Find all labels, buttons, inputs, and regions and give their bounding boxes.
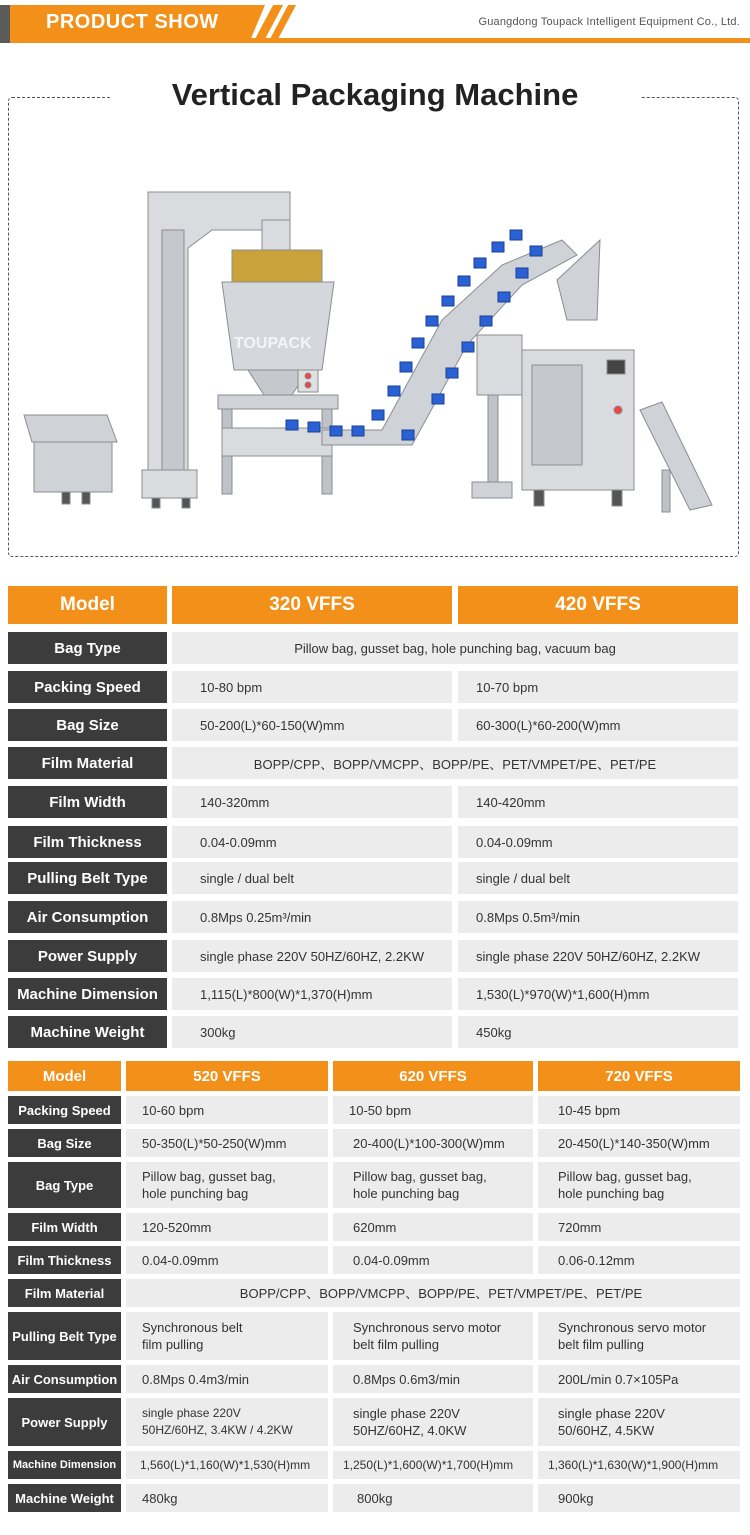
row-label: Film Width [8, 1213, 121, 1241]
feeder [24, 415, 117, 504]
row-value: single phase 220V 50HZ/60HZ, 2.2KW [458, 940, 738, 972]
table2-header-520: 520 VFFS [126, 1061, 328, 1091]
row-label: Packing Speed [8, 671, 167, 703]
row-label: Machine Dimension [8, 1451, 121, 1479]
row-label: Bag Size [8, 709, 167, 741]
row-label: Machine Weight [8, 1484, 121, 1512]
company-name: Guangdong Toupack Intelligent Equipment Co., Ltd. [478, 16, 740, 28]
row-value: 1,360(L)*1,630(W)*1,900(H)mm [538, 1451, 740, 1479]
row-label: Film Width [8, 786, 167, 818]
row-value: 50-350(L)*50-250(W)mm [126, 1129, 328, 1157]
row-value: 10-50 bpm [333, 1096, 533, 1124]
row-value: 720mm [538, 1213, 740, 1241]
row-value: Pillow bag, gusset bag, hole punching bag [126, 1162, 328, 1208]
row-value: 20-450(L)*140-350(W)mm [538, 1129, 740, 1157]
multihead-weigher [218, 220, 338, 494]
row-value: 900kg [538, 1484, 740, 1512]
row-value: 50-200(L)*60-150(W)mm [172, 709, 452, 741]
row-label: Air Consumption [8, 1365, 121, 1393]
row-value: 200L/min 0.7×105Pa [538, 1365, 740, 1393]
row-value: 140-420mm [458, 786, 738, 818]
output-conveyor [640, 402, 712, 512]
row-value: 1,115(L)*800(W)*1,370(H)mm [172, 978, 452, 1010]
row-value: 10-60 bpm [126, 1096, 328, 1124]
row-value: single phase 220V 50HZ/60HZ, 3.4KW / 4.2KW [126, 1398, 328, 1446]
row-label: Packing Speed [8, 1096, 121, 1124]
row-value: 1,560(L)*1,160(W)*1,530(H)mm [126, 1451, 328, 1479]
watermark-text: TOUPACK [234, 335, 312, 352]
row-label: Film Material [8, 747, 167, 779]
page-header [0, 0, 750, 48]
row-value: 0.8Mps 0.6m3/min [333, 1365, 533, 1393]
row-value: BOPP/CPP、BOPP/VMCPP、BOPP/PE、PET/VMPET/PE、PET/PE [126, 1279, 740, 1307]
table1-header-420: 420 VFFS [458, 586, 738, 624]
row-label: Film Material [8, 1279, 121, 1307]
row-value: 1,250(L)*1,600(W)*1,700(H)mm [333, 1451, 533, 1479]
row-value: 0.04-0.09mm [126, 1246, 328, 1274]
row-value: Pillow bag, gusset bag, hole punching bag, vacuum bag [172, 632, 738, 664]
row-label: Machine Weight [8, 1016, 167, 1048]
row-label: Film Thickness [8, 826, 167, 858]
row-label: Bag Size [8, 1129, 121, 1157]
table2-header-720: 720 VFFS [538, 1061, 740, 1091]
row-value: 10-70 bpm [458, 671, 738, 703]
row-value: Synchronous servo motor belt film pulling [538, 1312, 740, 1360]
product-title: Vertical Packaging Machine [171, 77, 579, 112]
row-label: Bag Type [8, 1162, 121, 1208]
row-value: 0.04-0.09mm [458, 826, 738, 858]
row-value: 10-80 bpm [172, 671, 452, 703]
row-value: 0.06-0.12mm [538, 1246, 740, 1274]
row-value: 60-300(L)*60-200(W)mm [458, 709, 738, 741]
row-value: Synchronous servo motor belt film pulling [333, 1312, 533, 1360]
table1-header-model: Model [8, 586, 167, 624]
row-label: Machine Dimension [8, 978, 167, 1010]
row-value: single phase 220V 50HZ/60HZ, 2.2KW [172, 940, 452, 972]
row-value: 300kg [172, 1016, 452, 1048]
row-value: 0.04-0.09mm [172, 826, 452, 858]
row-value: 20-400(L)*100-300(W)mm [333, 1129, 533, 1157]
row-label: Film Thickness [8, 1246, 121, 1274]
table1-header-320: 320 VFFS [172, 586, 452, 624]
row-value: single phase 220V 50HZ/60HZ, 4.0KW [333, 1398, 533, 1446]
header-tab-accent [0, 5, 10, 43]
row-value: 1,530(L)*970(W)*1,600(H)mm [458, 978, 738, 1010]
row-value: 800kg [333, 1484, 533, 1512]
row-value: 450kg [458, 1016, 738, 1048]
row-value: single / dual belt [172, 862, 452, 894]
vffs-machine [522, 240, 634, 506]
row-label: Power Supply [8, 940, 167, 972]
row-value: single phase 220V 50/60HZ, 4.5KW [538, 1398, 740, 1446]
row-value: 0.8Mps 0.4m3/min [126, 1365, 328, 1393]
row-value: Pillow bag, gusset bag, hole punching bag [333, 1162, 533, 1208]
row-value: Pillow bag, gusset bag, hole punching bag [538, 1162, 740, 1208]
row-label: Air Consumption [8, 901, 167, 933]
row-value: 140-320mm [172, 786, 452, 818]
row-value: 10-45 bpm [538, 1096, 740, 1124]
section-title: PRODUCT SHOW [46, 11, 219, 33]
table2-header-model: Model [8, 1061, 121, 1091]
row-value: 0.8Mps 0.25m³/min [172, 901, 452, 933]
table2-header-620: 620 VFFS [333, 1061, 533, 1091]
row-value: 0.04-0.09mm [333, 1246, 533, 1274]
row-label: Bag Type [8, 632, 167, 664]
row-label: Pulling Belt Type [8, 862, 167, 894]
row-label: Power Supply [8, 1398, 121, 1446]
row-value: 120-520mm [126, 1213, 328, 1241]
row-value: 480kg [126, 1484, 328, 1512]
machine-illustration [22, 170, 722, 520]
row-value: single / dual belt [458, 862, 738, 894]
row-label: Pulling Belt Type [8, 1312, 121, 1360]
row-value: 0.8Mps 0.5m³/min [458, 901, 738, 933]
row-value: BOPP/CPP、BOPP/VMCPP、BOPP/PE、PET/VMPET/PE、PET/PE [172, 747, 738, 779]
row-value: Synchronous belt film pulling [126, 1312, 328, 1360]
row-value: 620mm [333, 1213, 533, 1241]
